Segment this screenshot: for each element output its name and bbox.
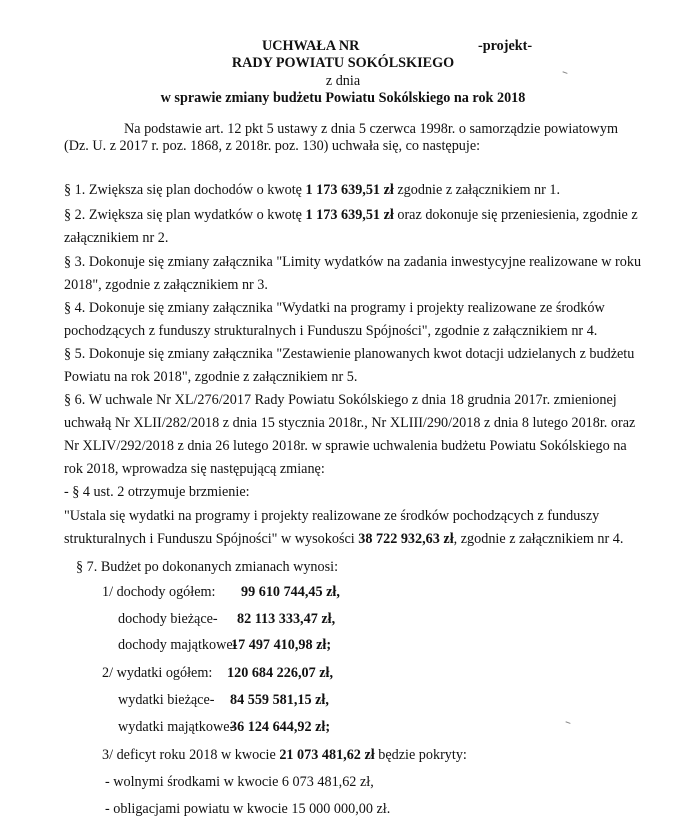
- dochody-majatkowe-label: dochody majątkowe-: [118, 637, 238, 653]
- date-line: z dnia: [325, 73, 361, 89]
- paragraph-7-intro: § 7. Budżet po dokonanych zmianach wynosi:: [76, 559, 339, 575]
- intro-line-2: (Dz. U. z 2017 r. poz. 1868, z 2018r. poz. 130) uchwała się, co następuje:: [64, 138, 481, 154]
- p2-text-end: oraz dokonuje się przeniesienia, zgodnie z: [393, 207, 638, 223]
- intro-line-1: Na podstawie art. 12 pkt 5 ustawy z dnia 5 czerwca 1998r. o samorządzie powiatowym: [124, 121, 619, 137]
- deficyt-text: 3/ deficyt roku 2018 w kwocie: [102, 747, 280, 763]
- wydatki-ogolem-label: 2/ wydatki ogółem:: [102, 665, 213, 681]
- paragraph-3-line-1: § 3. Dokonuje się zmiany załącznika "Limity wydatków na zadania inwestycyjne realizowane w roku: [64, 254, 642, 270]
- paragraph-2-line-2: załącznikiem nr 2.: [64, 230, 169, 246]
- paragraph-5-line-2: Powiatu na rok 2018", zgodnie z załącznikiem nr 5.: [64, 369, 358, 385]
- paragraph-6-line-1: § 6. W uchwale Nr XL/276/2017 Rady Powiatu Sokólskiego z dnia 18 grudnia 2017r. zmienionej: [64, 392, 617, 408]
- paragraph-2: [64, 207, 638, 224]
- dochody-biezace-label: dochody bieżące-: [118, 611, 218, 627]
- paragraph-5-line-1: § 5. Dokonuje się zmiany załącznika "Zestawienie planowanych kwot dotacji udzielanych z budżetu: [64, 346, 635, 362]
- dochody-ogolem-value: 99 610 744,45 zł,: [241, 584, 340, 600]
- wydatki-biezace-label: wydatki bieżące-: [118, 692, 215, 708]
- wydatki-biezace-value: 84 559 581,15 zł,: [230, 692, 329, 708]
- p6-line7-text: strukturalnych i Funduszu Spójności" w wysokości: [64, 531, 359, 547]
- deficyt-text-end: będzie pokryty:: [374, 747, 467, 763]
- dochody-ogolem-label: 1/ dochody ogółem:: [102, 584, 216, 600]
- obligacje-line: - obligacjami powiatu w kwocie 15 000 000,00 zł.: [105, 801, 391, 817]
- dochody-biezace-value: 82 113 333,47 zł,: [237, 611, 336, 627]
- dochody-majatkowe-value: 17 497 410,98 zł;: [231, 637, 332, 653]
- deficyt-amount: 21 073 481,62 zł: [279, 747, 375, 763]
- p2-text: § 2. Zwiększa się plan wydatków o kwotę: [64, 207, 306, 223]
- paragraph-4-line-1: § 4. Dokonuje się zmiany załącznika "Wydatki na programy i projekty realizowane ze środków: [64, 300, 605, 316]
- p6-amount: 38 722 932,63 zł: [358, 531, 454, 547]
- resolution-title: UCHWAŁA NR: [262, 38, 360, 54]
- wolne-srodki-line: - wolnymi środkami w kwocie 6 073 481,62 zł,: [105, 774, 374, 790]
- wydatki-majatkowe-value: 36 124 644,92 zł;: [230, 719, 331, 735]
- council-name: RADY POWIATU SOKÓLSKIEGO: [231, 55, 455, 71]
- projekt-label: -projekt-: [478, 38, 533, 54]
- paragraph-6-line-3: Nr XLIV/292/2018 z dnia 26 lutego 2018r. w sprawie uchwalenia budżetu Powiatu Sokólskiego na: [64, 438, 627, 454]
- subject-line: w sprawie zmiany budżetu Powiatu Sokólskiego na rok 2018: [160, 90, 526, 106]
- p1-amount: 1 173 639,51 zł: [305, 182, 394, 198]
- paragraph-1: [64, 182, 560, 199]
- p1-text: § 1. Zwiększa się plan dochodów o kwotę: [64, 182, 306, 198]
- deficyt-line: [102, 747, 467, 764]
- wydatki-ogolem-value: 120 684 226,07 zł,: [227, 665, 334, 681]
- paragraph-3-line-2: 2018", zgodnie z załącznikiem nr 3.: [64, 277, 268, 293]
- paragraph-6-line-7: [64, 531, 623, 548]
- scan-speck: [564, 721, 570, 726]
- wydatki-majatkowe-label: wydatki majątkowe-: [118, 719, 235, 735]
- p2-amount: 1 173 639,51 zł: [305, 207, 394, 223]
- p6-line7-text-end: , zgodnie z załącznikiem nr 4.: [453, 531, 624, 547]
- paragraph-6-line-5: - § 4 ust. 2 otrzymuje brzmienie:: [64, 484, 250, 500]
- paragraph-4-line-2: pochodzących z funduszy strukturalnych i Funduszu Spójności", zgodnie z załącznikiem nr 4.: [64, 323, 598, 339]
- paragraph-6-line-2: uchwałą Nr XLII/282/2018 z dnia 15 stycznia 2018r., Nr XLIII/290/2018 z dnia 8 lutego 2018r. oraz: [64, 415, 636, 431]
- p1-text-end: zgodnie z załącznikiem nr 1.: [393, 182, 561, 198]
- paragraph-6-line-6: "Ustala się wydatki na programy i projekty realizowane ze środków pochodzących z funduszy: [64, 508, 600, 524]
- paragraph-6-line-4: rok 2018, wprowadza się następującą zmianę:: [64, 461, 325, 477]
